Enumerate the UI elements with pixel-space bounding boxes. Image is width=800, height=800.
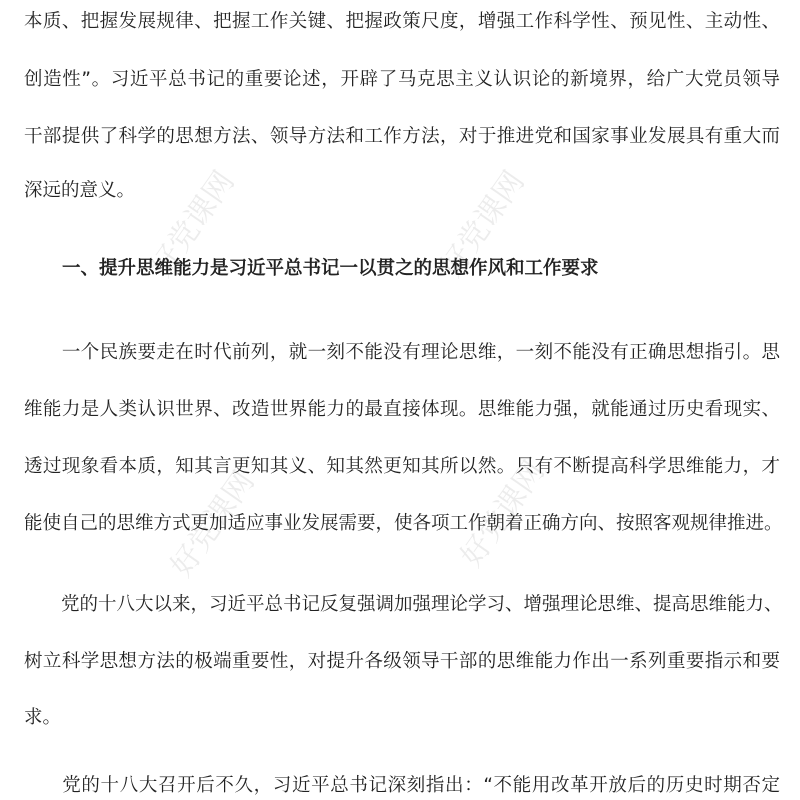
watermark: 好党课网 bbox=[144, 164, 242, 284]
text-line: 本质、把握发展规律、把握工作关键、把握政策尺度，增强工作科学性、预见性、主动性、 bbox=[24, 11, 780, 32]
section-heading: 一、提升思维能力是习近平总书记一以贯之的思想作风和工作要求 bbox=[62, 258, 599, 279]
text-line: 创造性”。习近平总书记的重要论述，开辟了马克思主义认识论的新境界，给广大党员领导 bbox=[24, 69, 780, 90]
text-line: 维能力是人类认识世界、改造世界能力的最直接体现。思维能力强，就能通过历史看现实、 bbox=[24, 399, 780, 420]
text-line: 树立科学思想方法的极端重要性，对提升各级领导干部的思维能力作出一系列重要指示和要 bbox=[24, 651, 780, 672]
text-line: 透过现象看本质，知其言更知其义、知其然更知其所以然。只有不断提高科学思维能力，才 bbox=[24, 456, 780, 477]
text-line: 党的十八大召开后不久，习近平总书记深刻指出：“不能用改革开放后的历史时期否定 bbox=[24, 775, 780, 796]
text-line: 能使自己的思维方式更加适应事业发展需要，使各项工作朝着正确方向、按照客观规律推进。 bbox=[24, 513, 783, 534]
watermark: 好党课网 bbox=[434, 164, 532, 284]
text-line: 求。 bbox=[24, 707, 62, 728]
text-line: 党的十八大以来，习近平总书记反复强调加强理论学习、增强理论思维、提高思维能力、 bbox=[24, 594, 783, 615]
watermark: 好党课网 bbox=[454, 454, 552, 574]
text-line: 一个民族要走在时代前列，就一刻不能没有理论思维，一刻不能没有正确思想指引。思 bbox=[24, 342, 780, 363]
text-line: 深远的意义。 bbox=[24, 180, 136, 201]
text-line: 干部提供了科学的思想方法、领导方法和工作方法，对于推进党和国家事业发展具有重大而 bbox=[24, 126, 780, 147]
watermark: 好党课网 bbox=[164, 464, 262, 584]
